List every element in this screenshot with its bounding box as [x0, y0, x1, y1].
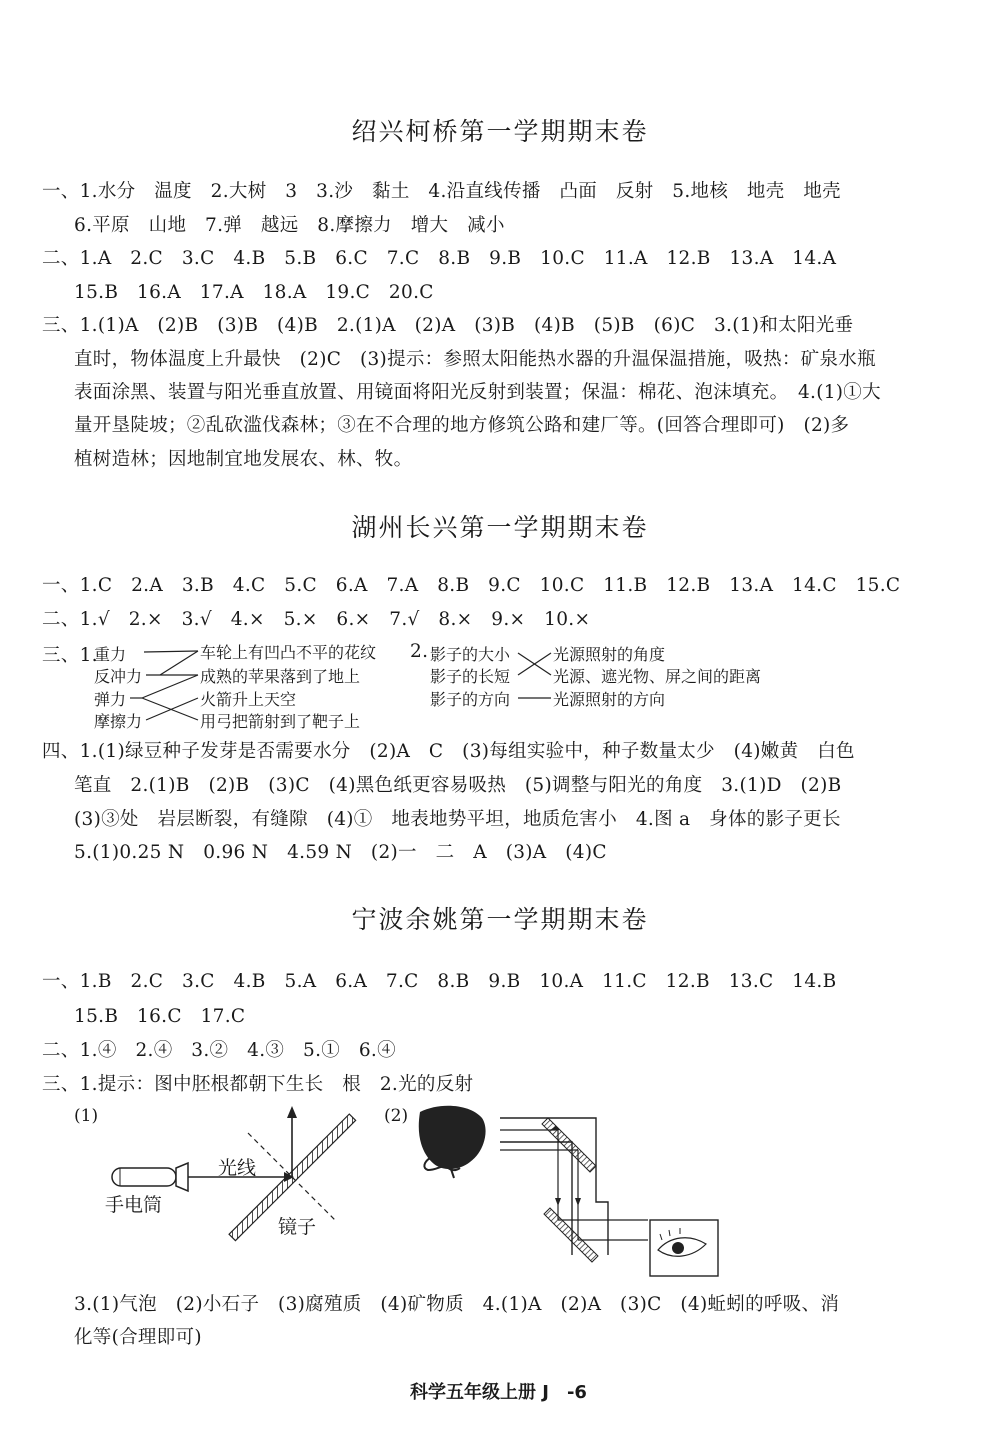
answer-line: 三、1.(1)A (2)B (3)B (4)B 2.(1)A (2)A (3)B (4)B (5)B (6)C 3.(1)和太阳光垂 [42, 315, 854, 336]
match-right-item: 火箭升上天空 [200, 690, 297, 709]
match-right-item: 车轮上有凹凸不平的花纹 [200, 643, 377, 662]
match-left-item: 重力 [94, 645, 127, 664]
question-prefix: 三、1. [42, 645, 98, 666]
answer-line: 二、1.A 2.C 3.C 4.B 5.B 6.C 7.C 8.B 9.B 10.C 11.A 12.B 13.A 14.A [42, 248, 837, 269]
answer-line: 直时，物体温度上升最快 (2)C (3)提示：参照太阳能热水器的升温保温措施，吸热：矿泉水瓶 [74, 349, 876, 370]
eye-icon [650, 1220, 718, 1276]
answer-line: 一、1.B 2.C 3.C 4.B 5.A 6.A 7.C 8.B 9.B 10.A 11.C 12.B 13.C 14.B [42, 971, 837, 992]
periscope-body [500, 1118, 608, 1255]
section-title-shaoxing: 绍兴柯桥第一学期期末卷 [351, 117, 649, 146]
match-right-item: 光源照射的角度 [553, 645, 666, 664]
match-left-item: 影子的大小 [430, 645, 511, 664]
match-right-item: 用弓把箭射到了靶子上 [200, 712, 361, 731]
answer-line: 笔直 2.(1)B (2)B (3)C (4)黑色纸更容易吸热 (5)调整与阳光的角度 3.(1)D (2)B [74, 775, 842, 796]
answer-line: 二、1.④ 2.④ 3.② 4.③ 5.① 6.④ [42, 1040, 396, 1061]
answer-line: 一、1.C 2.A 3.B 4.C 5.C 6.A 7.A 8.B 9.C 10.C 11.B 12.B 13.A 14.C 15.C [42, 575, 901, 596]
diagram-1-number: (1) [74, 1106, 99, 1126]
match-right-item: 光源、遮光物、屏之间的距离 [553, 667, 762, 686]
periscope-diagram [400, 1100, 750, 1280]
question-prefix: 2. [410, 641, 429, 662]
mirror-label: 镜子 [278, 1216, 317, 1238]
match-left-item: 弹力 [94, 690, 127, 709]
flashlight-label: 手电筒 [105, 1194, 163, 1216]
match-right-item: 光源照射的方向 [553, 690, 666, 709]
flashlight-icon [112, 1163, 188, 1191]
answer-line: 三、1.提示：图中胚根都朝下生长 根 2.光的反射 [42, 1074, 474, 1095]
answer-line: 15.B 16.A 17.A 18.A 19.C 20.C [74, 282, 434, 303]
match-right-item: 成熟的苹果落到了地上 [200, 667, 361, 686]
section-title-huzhou: 湖州长兴第一学期期末卷 [351, 513, 649, 542]
match-left-item: 影子的方向 [430, 690, 511, 709]
answer-line: 6.平原 山地 7.弹 越远 8.摩擦力 增大 减小 [74, 215, 505, 236]
answer-line: 一、1.水分 温度 2.大树 3 3.沙 黏土 4.沿直线传播 凸面 反射 5.地核 地壳 地壳 [42, 181, 841, 202]
section-title-ningbo: 宁波余姚第一学期期末卷 [351, 905, 649, 934]
answer-line: 化等(合理即可) [74, 1327, 202, 1348]
match-left-item: 影子的长短 [430, 667, 511, 686]
match-left-item: 摩擦力 [94, 712, 143, 731]
answer-line: 15.B 16.C 17.C [74, 1006, 246, 1027]
rose-icon [419, 1106, 486, 1178]
match-left-item: 反冲力 [94, 667, 143, 686]
light-ray-label: 光线 [218, 1157, 257, 1179]
answer-line: 5.(1)0.25 N 0.96 N 4.59 N (2)一 二 A (3)A (4)C [74, 842, 607, 863]
reflection-diagram-1 [100, 1100, 400, 1250]
answer-line: 二、1.√ 2.× 3.√ 4.× 5.× 6.× 7.√ 8.× 9.× 10.× [42, 609, 591, 630]
answer-line: 表面涂黑、装置与阳光垂直放置、用镜面将阳光反射到装置；保温：棉花、泡沫填充。 4.(1)①大 [74, 382, 881, 403]
answer-line: 四、1.(1)绿豆种子发芽是否需要水分 (2)A C (3)每组实验中，种子数量太少 (4)嫩黄 白色 [42, 741, 855, 762]
diagram-2-number: (2) [384, 1106, 409, 1126]
page-footer: 科学五年级上册 J -6 [410, 1382, 587, 1403]
answer-line: 3.(1)气泡 (2)小石子 (3)腐殖质 (4)矿物质 4.(1)A (2)A (3)C (4)蚯蚓的呼吸、消 [74, 1294, 840, 1315]
answer-line: (3)③处 岩层断裂，有缝隙 (4)① 地表地势平坦，地质危害小 4.图 a 身体的影子更长 [74, 809, 841, 830]
answer-line: 量开垦陡坡；②乱砍滥伐森林；③在不合理的地方修筑公路和建厂等。(回答合理即可) (2)多 [74, 415, 850, 436]
answer-line: 植树造林；因地制宜地发展农、林、牧。 [74, 449, 413, 470]
